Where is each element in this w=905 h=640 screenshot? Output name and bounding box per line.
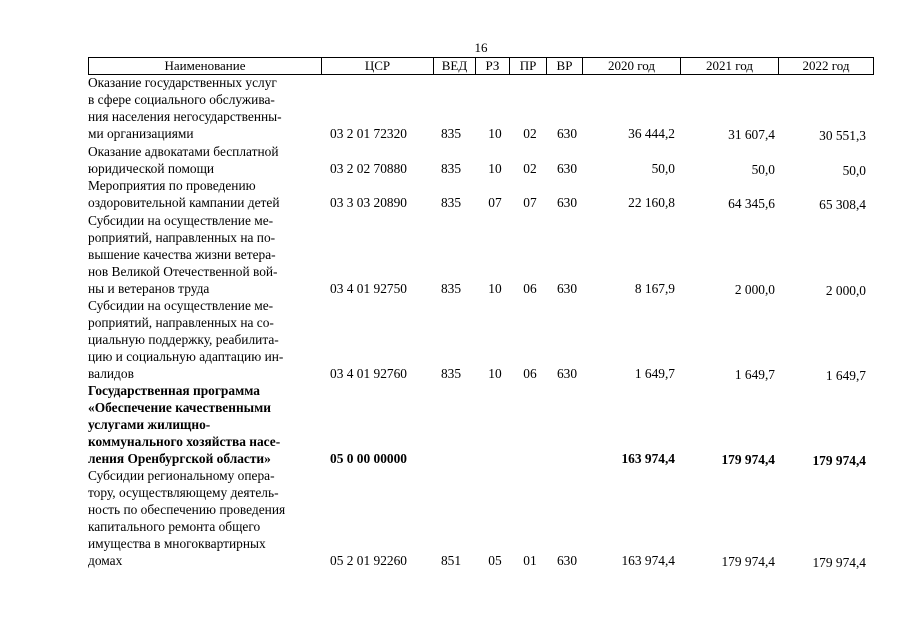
cell-y2021: 179 974,4: [721, 452, 775, 467]
row-name: Субсидии на осуществление ме- роприятий, направленных на по- вышение качества жизни ветера- нов Великой Отечественной вой- ны и ветеранов труда: [88, 213, 278, 296]
cell-ved: 851: [440, 553, 462, 568]
cell-csr: 05 2 01 92260: [330, 553, 407, 568]
cell-y2021: 179 974,4: [721, 554, 775, 569]
header-ved: ВЕД: [433, 58, 475, 74]
page-number: 16: [474, 40, 488, 55]
cell-y2022: 179 974,4: [812, 555, 866, 570]
header-vr: ВР: [546, 58, 582, 74]
header-csr: ЦСР: [321, 58, 433, 74]
row-name: Мероприятия по проведению оздоровительной кампании детей: [88, 178, 280, 210]
cell-y2020: 163 974,4: [621, 553, 675, 568]
header-2020: 2020 год: [582, 58, 680, 74]
cell-csr: 03 4 01 92750: [330, 281, 407, 296]
header-rz: РЗ: [475, 58, 509, 74]
cell-rz: 10: [488, 126, 502, 141]
cell-y2020: 36 444,2: [628, 126, 675, 141]
cell-y2021: 64 345,6: [728, 196, 775, 211]
table-header: [88, 57, 874, 75]
cell-vr: 630: [556, 281, 578, 296]
cell-csr: 03 3 03 20890: [330, 195, 407, 210]
cell-ved: 835: [440, 281, 462, 296]
cell-pr: 06: [523, 281, 537, 296]
cell-y2021: 1 649,7: [734, 367, 775, 382]
cell-vr: 630: [556, 126, 578, 141]
cell-rz: 10: [488, 161, 502, 176]
header-pr: ПР: [509, 58, 546, 74]
row-name: Государственная программа «Обеспечение качественными услугами жилищно- коммунального хозяйства насе- ления Оренбургской области»: [88, 383, 281, 466]
cell-y2021: 50,0: [751, 162, 775, 177]
cell-ved: 835: [440, 161, 462, 176]
cell-ved: 835: [440, 195, 462, 210]
cell-pr: 01: [523, 553, 537, 568]
cell-y2021: 2 000,0: [734, 282, 775, 297]
cell-y2022: 1 649,7: [825, 368, 866, 383]
cell-y2021: 31 607,4: [728, 127, 775, 142]
cell-vr: 630: [556, 195, 578, 210]
cell-pr: 06: [523, 366, 537, 381]
cell-y2022: 50,0: [842, 163, 866, 178]
cell-rz: 10: [488, 281, 502, 296]
header-2022: 2022 год: [778, 58, 873, 74]
cell-pr: 02: [523, 161, 537, 176]
cell-y2020: 50,0: [651, 161, 675, 176]
cell-y2022: 30 551,3: [819, 128, 866, 143]
cell-y2022: 2 000,0: [825, 283, 866, 298]
cell-rz: 07: [488, 195, 502, 210]
row-name: Субсидии региональному опера- тору, осуществляющему деятель- ность по обеспечению проведения капитального ремонта общего имущества в многоквартирных домах: [88, 468, 286, 568]
cell-rz: 10: [488, 366, 502, 381]
cell-rz: 05: [488, 553, 502, 568]
cell-pr: 07: [523, 195, 537, 210]
cell-vr: 630: [556, 366, 578, 381]
header-2021: 2021 год: [680, 58, 778, 74]
header-name: Наименование: [164, 58, 246, 73]
cell-csr: 03 2 02 70880: [330, 161, 407, 176]
cell-ved: 835: [440, 126, 462, 141]
cell-y2020: 8 167,9: [634, 281, 675, 296]
cell-csr: 03 4 01 92760: [330, 366, 407, 381]
cell-vr: 630: [556, 553, 578, 568]
cell-ved: 835: [440, 366, 462, 381]
cell-csr: 05 0 00 00000: [330, 451, 407, 466]
cell-y2020: 22 160,8: [628, 195, 675, 210]
cell-vr: 630: [556, 161, 578, 176]
cell-pr: 02: [523, 126, 537, 141]
row-name: Оказание государственных услуг в сфере социального обслужива- ния населения негосударственны- ми организациями: [88, 75, 282, 141]
cell-y2020: 1 649,7: [634, 366, 675, 381]
cell-csr: 03 2 01 72320: [330, 126, 407, 141]
row-name: Оказание адвокатами бесплатной юридической помощи: [88, 144, 279, 176]
cell-y2022: 179 974,4: [812, 453, 866, 468]
cell-y2020: 163 974,4: [621, 451, 675, 466]
cell-y2022: 65 308,4: [819, 197, 866, 212]
row-name: Субсидии на осуществление ме- роприятий, направленных на со- циальную поддержку, реабилита- цию и социальную адаптацию ин- валидов: [88, 298, 284, 381]
